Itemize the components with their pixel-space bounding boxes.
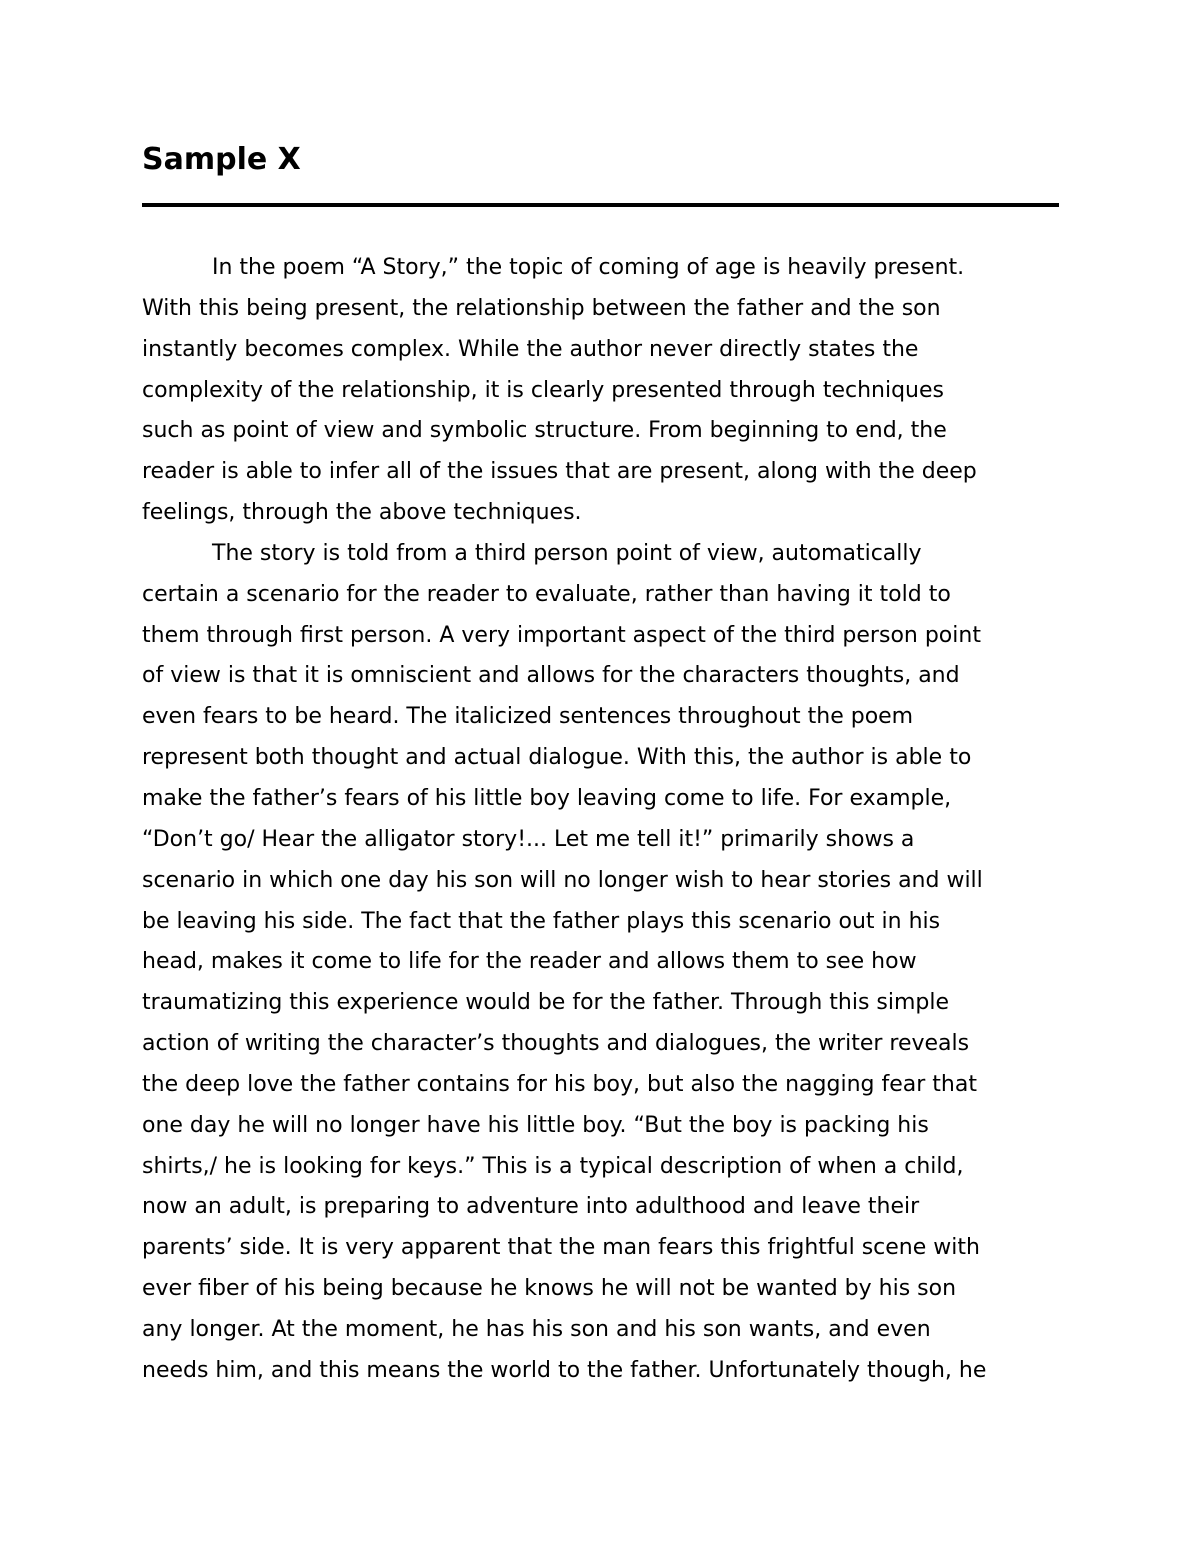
essay-line: shirts,/ he is looking for keys.” This is a typical description of when a child,	[142, 1153, 964, 1179]
essay-line: instantly becomes complex. While the author never directly states the	[142, 336, 919, 362]
essay-line: In the poem “A Story,” the topic of coming of age is heavily present.	[212, 255, 965, 280]
title-divider	[142, 203, 1059, 207]
essay-line: needs him, and this means the world to the father. Unfortunately though, he	[142, 1357, 987, 1383]
essay-line: such as point of view and symbolic structure. From beginning to end, the	[142, 418, 947, 444]
essay-line: action of writing the character’s thoughts and dialogues, the writer reveals	[142, 1031, 970, 1057]
essay-line: traumatizing this experience would be for the father. Through this simple	[142, 990, 950, 1016]
essay-line: The story is told from a third person point of view, automatically	[212, 540, 922, 566]
essay-line: certain a scenario for the reader to evaluate, rather than having it told to	[142, 581, 951, 607]
essay-line: any longer. At the moment, he has his son and his son wants, and even	[142, 1316, 931, 1342]
essay-line: the deep love the father contains for his boy, but also the nagging fear that	[142, 1071, 977, 1097]
essay-line: “Don’t go/ Hear the alligator story!... Let me tell it!” primarily shows a	[142, 826, 915, 852]
page-title: Sample X	[142, 142, 301, 177]
essay-line: scenario in which one day his son will no longer wish to hear stories and will	[142, 867, 983, 893]
essay-line: be leaving his side. The fact that the father plays this scenario out in his	[142, 908, 941, 934]
essay-line: parents’ side. It is very apparent that the man fears this frightful scene with	[142, 1235, 980, 1261]
essay-line: even fears to be heard. The italicized sentences throughout the poem	[142, 704, 914, 730]
essay-line: now an adult, is preparing to adventure into adulthood and leave their	[142, 1194, 920, 1220]
essay-line: represent both thought and actual dialogue. With this, the author is able to	[142, 745, 972, 771]
essay-line: make the father’s fears of his little boy leaving come to life. For example,	[142, 785, 952, 811]
essay-line: ever fiber of his being because he knows he will not be wanted by his son	[142, 1276, 957, 1302]
essay-line: With this being present, the relationship between the father and the son	[142, 295, 941, 321]
essay-line: one day he will no longer have his little boy. “But the boy is packing his	[142, 1112, 929, 1138]
essay-line: reader is able to infer all of the issues that are present, along with the deep	[142, 459, 977, 485]
essay-line: of view is that it is omniscient and allows for the characters thoughts, and	[142, 663, 960, 689]
essay-line: feelings, through the above techniques.	[142, 500, 582, 526]
essay-line: head, makes it come to life for the reader and allows them to see how	[142, 949, 917, 975]
essay-line: them through first person. A very important aspect of the third person point	[142, 622, 981, 648]
essay-body	[142, 248, 1059, 1392]
essay-line: complexity of the relationship, it is clearly presented through techniques	[142, 377, 944, 403]
